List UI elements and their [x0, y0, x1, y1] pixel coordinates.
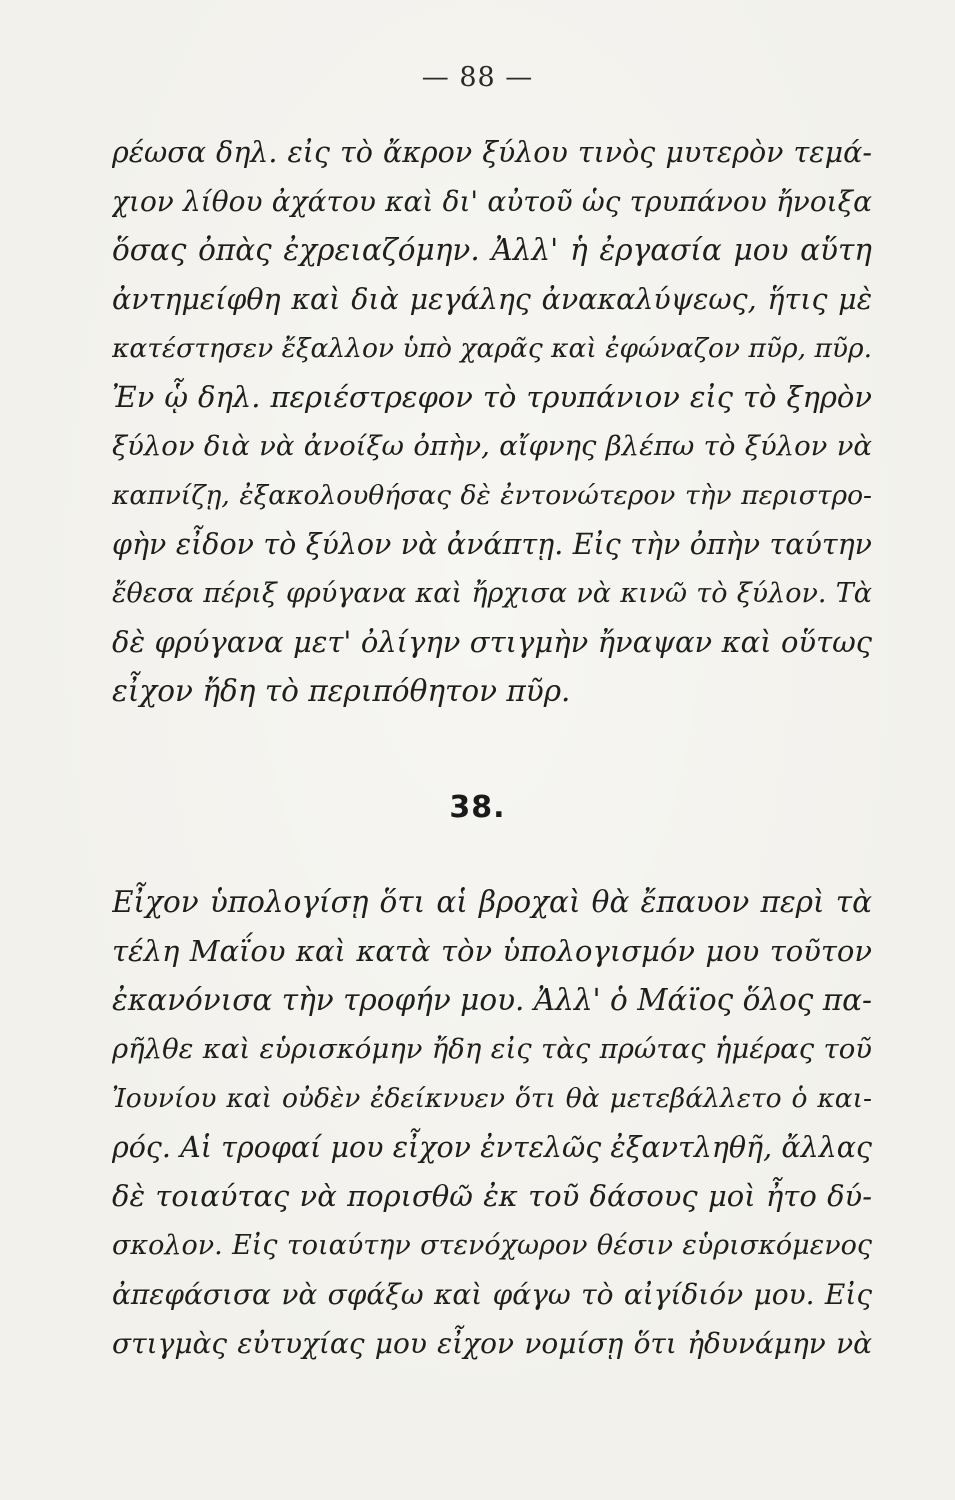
text-line: δὲ φρύγανα μετ' ὀλίγην στιγμὴν ἤναψαν καὶ οὕτως	[112, 625, 872, 659]
text-line: εἶχον ἤδη τὸ περιπόθητον πῦρ.	[112, 674, 571, 708]
text-line: ὅσας ὀπὰς ἐχρειαζόμην. Ἀλλ' ἡ ἐργασία μου αὕτη	[112, 233, 872, 267]
text-line: ἔθεσα πέριξ φρύγανα καὶ ἤρχισα νὰ κινῶ τὸ ξύλον. Τὰ	[112, 578, 872, 609]
text-line: Ἐν ᾧ δηλ. περιέστρεφον τὸ τρυπάνιον εἰς τὸ ξηρὸν	[112, 380, 872, 414]
text-line: ἐκανόνισα τὴν τροφήν μου. Ἀλλ' ὁ Μάϊος ὅλος πα-	[112, 983, 872, 1017]
text-line: ἀντημείφθη καὶ διὰ μεγάλης ἀνακαλύψεως, ἥτις μὲ	[112, 283, 872, 316]
text-line: φὴν εἶδον τὸ ξύλον νὰ ἀνάπτῃ. Εἰς τὴν ὀπὴν ταύτην	[112, 528, 872, 561]
text-line: ἀπεφάσισα νὰ σφάξω καὶ φάγω τὸ αἰγίδιόν μου. Εἰς	[112, 1278, 872, 1311]
text-line: Ἰουνίου καὶ οὐδὲν ἐδείκνυεν ὅτι θὰ μετεβάλλετο ὁ και-	[112, 1083, 872, 1114]
text-line: χιον λίθου ἀχάτου καὶ δι' αὐτοῦ ὡς τρυπάνου ἤνοιξα	[112, 185, 872, 218]
text-line: ξύλον διὰ νὰ ἀνοίξω ὀπὴν, αἴφνης βλέπω τὸ ξύλον νὰ	[112, 430, 872, 462]
text-line: σκολον. Εἰς τοιαύτην στενόχωρον θέσιν εὑρισκόμενος	[112, 1230, 872, 1261]
text-line: ρῆλθε καὶ εὑρισκόμην ἤδη εἰς τὰς πρώτας ἡμέρας τοῦ	[112, 1033, 872, 1065]
text-line: δὲ τοιαύτας νὰ πορισθῶ ἐκ τοῦ δάσους μοὶ ἦτο δύ-	[112, 1179, 872, 1213]
paragraph-1	[112, 128, 872, 716]
section-number: 38.	[449, 790, 506, 825]
page-number: — 88 —	[421, 62, 534, 93]
paragraph-2	[112, 878, 872, 1368]
text-line: στιγμὰς εὐτυχίας μου εἶχον νομίσῃ ὅτι ἠδυνάμην νὰ	[112, 1327, 872, 1360]
text-line: τέλη Μαΐου καὶ κατὰ τὸν ὑπολογισμόν μου τοῦτον	[112, 934, 872, 968]
text-line: ρέωσα δηλ. εἰς τὸ ἄκρον ξύλου τινὸς μυτερὸν τεμά-	[112, 136, 872, 169]
text-line: κατέστησεν ἔξαλλον ὑπὸ χαρᾶς καὶ ἐφώναζον πῦρ, πῦρ.	[112, 333, 872, 364]
text-line: Εἶχον ὑπολογίσῃ ὅτι αἱ βροχαὶ θὰ ἔπαυον περὶ τὰ	[112, 885, 872, 919]
text-line: ρός. Αἱ τροφαί μου εἶχον ἐντελῶς ἐξαντληθῆ, ἄλλας	[112, 1131, 872, 1164]
text-line: καπνίζῃ, ἐξακολουθήσας δὲ ἐντονώτερον τὴν περιστρο-	[112, 480, 872, 511]
